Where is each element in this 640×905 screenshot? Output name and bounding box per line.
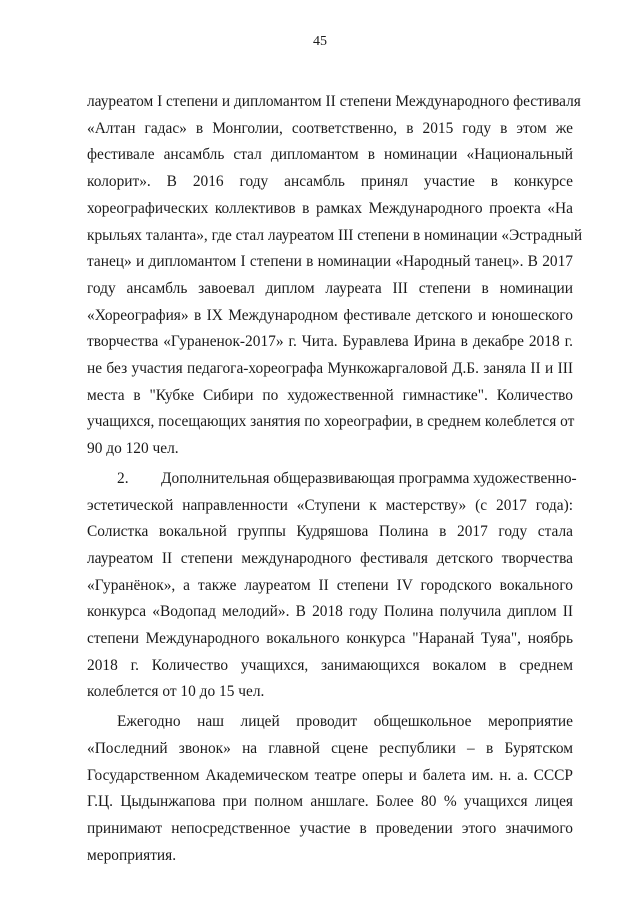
text-line: лауреатом I степени и дипломантом II степени Международного фестиваля: [87, 93, 581, 110]
paragraph-choreography: [87, 89, 583, 463]
text-line: году ансамбль завоевал диплом лауреата III степени в номинации: [87, 279, 573, 297]
text-line: принимают непосредственное участие в проведении этого значимого: [87, 819, 573, 837]
text-line: Солистка вокальной группы Кудряшова Полина в 2017 году стала: [87, 523, 573, 541]
text-line: фестивале ансамбль стал дипломантом в номинации «Национальный: [87, 146, 573, 164]
text-line: крыльях таланта», где стал лауреатом III степени в номинации «Эстрадный: [87, 226, 583, 244]
text-line: не без участия педагога-хореографа Мункожаргаловой Д.Б. заняла II и III: [87, 360, 573, 378]
text-line: творчества «Гураненок-2017» г. Чита. Буравлева Ирина в декабре 2018 г.: [87, 333, 573, 351]
text-line: степени Международного вокального конкурса "Наранай Туяа", ноябрь: [87, 630, 573, 648]
text-line: мероприятия.: [87, 846, 177, 864]
text-line: 90 до 120 чел.: [87, 440, 179, 458]
text-line: Г.Ц. Цыдынжапова при полном аншлаге. Более 80 % учащихся лицея: [87, 793, 573, 811]
text-line: «Алтан гадас» в Монголии, соответственно, в 2015 году в этом же: [87, 119, 573, 137]
text-line: «Хореография» в IX Международном фестивале детского и юношеского: [87, 306, 573, 324]
text-line: колеблется от 10 до 15 чел.: [87, 683, 265, 701]
list-number: 2.: [117, 469, 129, 487]
text-line: Ежегодно наш лицей проводит общешкольное мероприятие: [117, 713, 573, 731]
text-line: колорит». В 2016 году ансамбль принял участие в конкурсе: [87, 173, 573, 191]
text-line: Дополнительная общеразвивающая программа художественно-: [161, 469, 577, 487]
page-number: 45: [313, 34, 327, 49]
text-line: хореографических коллективов в рамках Международного проекта «На: [87, 199, 573, 217]
text-line: учащихся, посещающих занятия по хореографии, в среднем колеблется от: [87, 413, 575, 431]
paragraph-last-bell: [87, 709, 573, 869]
text-line: места в "Кубке Сибири по художественной гимнастике". Количество: [87, 386, 573, 404]
text-line: 2018 г. Количество учащихся, занимающихся вокалом в среднем: [87, 656, 573, 674]
text-line: конкурса «Водопад мелодий». В 2018 году Полина получила диплом II: [87, 603, 573, 621]
numbered-line: [87, 466, 577, 493]
paragraph-vocal-program: [87, 466, 577, 706]
text-line: Государственном Академическом театре оперы и балета им. н. а. СССР: [87, 766, 573, 784]
body-text: [87, 89, 583, 869]
text-line: «Последний звонок» на главной сцене республики – в Бурятском: [87, 739, 573, 757]
text-line: «Гуранёнок», а также лауреатом II степени IV городского вокального: [87, 576, 573, 594]
text-line: эстетической направленности «Ступени к мастерству» (с 2017 года):: [87, 496, 573, 514]
text-line: танец» и дипломантом I степени в номинации «Народный танец». В 2017: [87, 253, 573, 271]
text-line: лауреатом II степени международного фестиваля детского творчества: [87, 549, 573, 567]
